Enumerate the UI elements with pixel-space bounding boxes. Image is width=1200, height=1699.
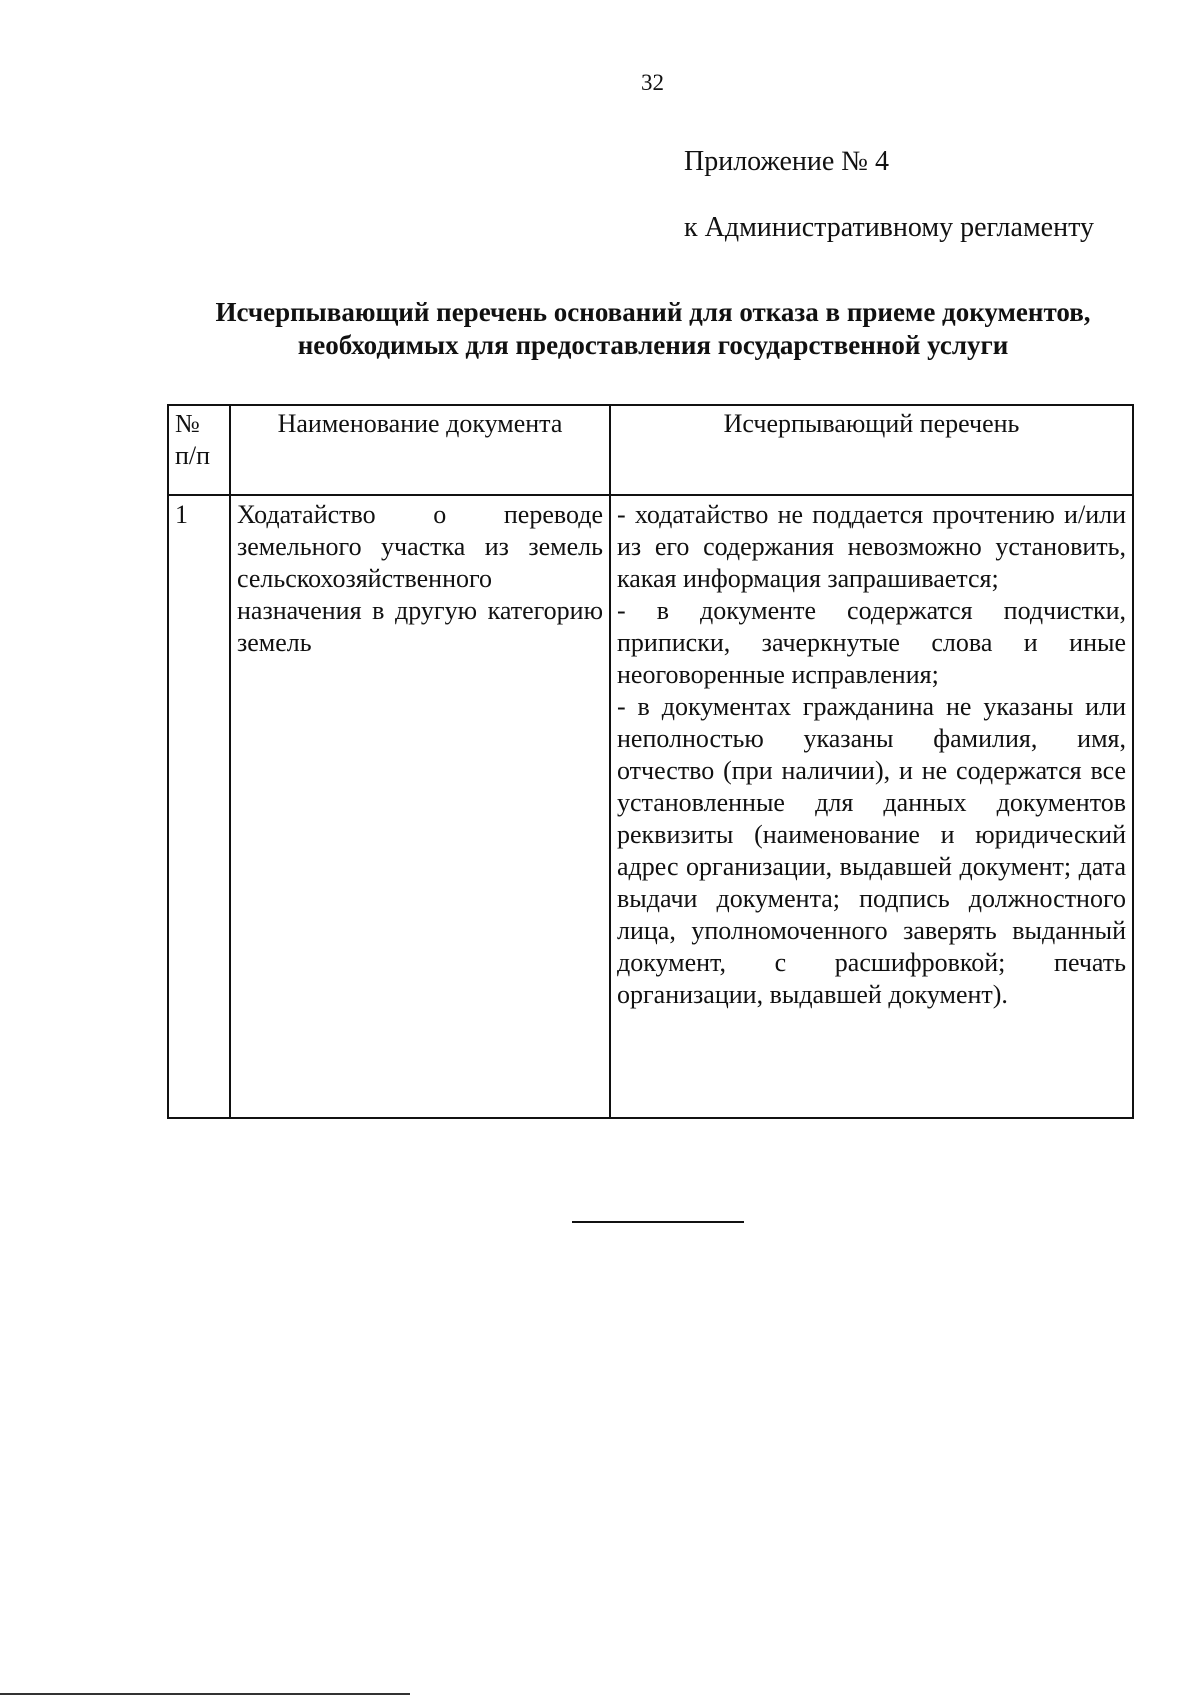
reasons-table bbox=[167, 404, 1134, 1119]
header-num: № п/п bbox=[168, 405, 230, 495]
heading-line-1: Исчерпывающий перечень оснований для отказа в приеме документов, bbox=[215, 297, 1091, 327]
page-number: 32 bbox=[641, 70, 664, 95]
row-number: 1 bbox=[168, 495, 230, 1118]
table-row bbox=[168, 495, 1133, 1118]
document-heading bbox=[168, 296, 1138, 362]
header-reasons: Исчерпывающий перечень bbox=[610, 405, 1133, 495]
row-reasons bbox=[610, 495, 1133, 1118]
table-header-row bbox=[168, 405, 1133, 495]
appendix-subtitle: к Административному регламенту bbox=[684, 212, 1094, 243]
row-document-name: Ходатайство о переводе земельного участка из земель сельскохозяйственного назначения в другую категорию земель bbox=[230, 495, 610, 1118]
reason-item: - в документах гражданина не указаны или неполностью указаны фамилия, имя, отчество (при наличии), и не содержатся все установленные для данных документов реквизиты (наименование и юридический адрес организации, выдавшей документ; дата выдачи документа; подпись должностного лица, уполномоченного заверять выданный документ, с расшифровкой; печать организации, выдавшей документ). bbox=[617, 692, 1126, 1009]
scan-edge-line bbox=[0, 1693, 410, 1695]
appendix-title: Приложение № 4 bbox=[684, 146, 889, 177]
reason-item: - ходатайство не поддается прочтению и/или из его содержания невозможно установить, какая информация запрашивается; bbox=[617, 500, 1126, 593]
closing-rule bbox=[572, 1221, 744, 1223]
header-document-name: Наименование документа bbox=[230, 405, 610, 495]
heading-line-2: необходимых для предоставления государственной услуги bbox=[297, 330, 1009, 360]
reason-item: - в документе содержатся подчистки, приписки, зачеркнутые слова и иные неоговоренные исправления; bbox=[617, 596, 1126, 689]
